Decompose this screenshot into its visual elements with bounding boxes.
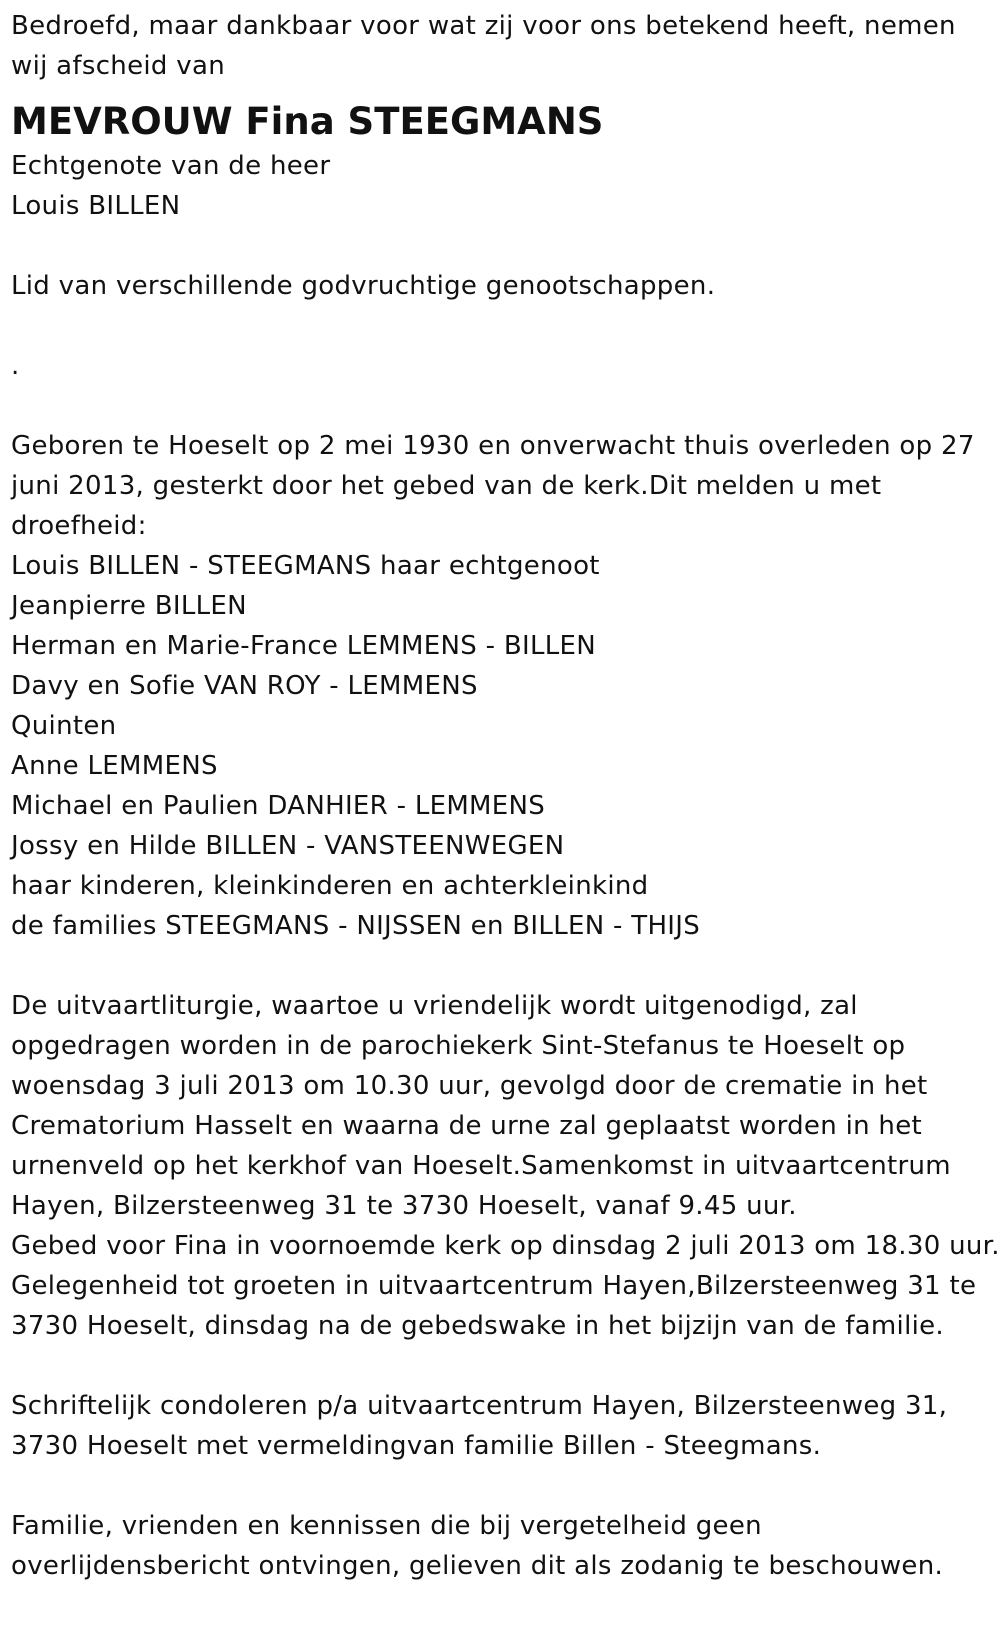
spacer bbox=[11, 1466, 996, 1506]
intro-text bbox=[11, 6, 996, 86]
condolences-line: Schriftelijk condoleren p/a uitvaartcentrum Hayen, Bilzersteenweg 31, bbox=[11, 1391, 948, 1421]
membership-text: Lid van verschillende godvruchtige genootschappen. bbox=[11, 271, 716, 301]
closing-line: overlijdensbericht ontvingen, gelieven dit als zodanig te beschouwen. bbox=[11, 1551, 944, 1581]
spacer bbox=[11, 946, 996, 986]
closing-text bbox=[11, 1506, 996, 1586]
condolences-text bbox=[11, 1386, 996, 1466]
family-member: Davy en Sofie VAN ROY - LEMMENS bbox=[11, 671, 478, 701]
intro-line: wij afscheid van bbox=[11, 51, 225, 81]
separator-dot: . bbox=[11, 351, 20, 381]
funeral-details bbox=[11, 986, 1000, 1346]
family-member: haar kinderen, kleinkinderen en achterkleinkind bbox=[11, 871, 649, 901]
obituary-document bbox=[11, 6, 1000, 1586]
funeral-line: De uitvaartliturgie, waartoe u vriendelijk wordt uitgenodigd, zal bbox=[11, 991, 858, 1021]
funeral-line: opgedragen worden in de parochiekerk Sint-Stefanus te Hoeselt op bbox=[11, 1031, 906, 1061]
family-member: Jossy en Hilde BILLEN - VANSTEENWEGEN bbox=[11, 831, 565, 861]
family-list bbox=[11, 546, 996, 946]
funeral-line: Hayen, Bilzersteenweg 31 te 3730 Hoeselt, vanaf 9.45 uur. bbox=[11, 1191, 797, 1221]
family-member: de families STEEGMANS - NIJSSEN en BILLEN - THIJS bbox=[11, 911, 701, 941]
family-member: Michael en Paulien DANHIER - LEMMENS bbox=[11, 791, 546, 821]
spacer bbox=[11, 306, 996, 346]
spacer bbox=[11, 386, 996, 426]
funeral-line: Gelegenheid tot groeten in uitvaartcentrum Hayen,Bilzersteenweg 31 te bbox=[11, 1271, 977, 1301]
family-member: Louis BILLEN - STEEGMANS haar echtgenoot bbox=[11, 551, 600, 581]
deceased-name: MEVROUW Fina STEEGMANS bbox=[11, 100, 604, 143]
family-member: Quinten bbox=[11, 711, 117, 741]
funeral-line: woensdag 3 juli 2013 om 10.30 uur, gevolgd door de crematie in het bbox=[11, 1071, 928, 1101]
spacer bbox=[11, 226, 996, 266]
family-member: Herman en Marie-France LEMMENS - BILLEN bbox=[11, 631, 597, 661]
family-member: Anne LEMMENS bbox=[11, 751, 218, 781]
birth-death-line: Geboren te Hoeselt op 2 mei 1930 en onverwacht thuis overleden op 27 bbox=[11, 431, 975, 461]
closing-line: Familie, vrienden en kennissen die bij vergetelheid geen bbox=[11, 1511, 762, 1541]
funeral-line: 3730 Hoeselt, dinsdag na de gebedswake in het bijzijn van de familie. bbox=[11, 1311, 944, 1341]
funeral-line: Gebed voor Fina in voornoemde kerk op dinsdag 2 juli 2013 om 18.30 uur. bbox=[11, 1231, 1000, 1261]
spouse-line: Echtgenote van de heer bbox=[11, 151, 331, 181]
birth-death-line: juni 2013, gesterkt door het gebed van de kerk.Dit melden u met bbox=[11, 471, 882, 501]
condolences-line: 3730 Hoeselt met vermeldingvan familie Billen - Steegmans. bbox=[11, 1431, 822, 1461]
birth-death-line: droefheid: bbox=[11, 511, 147, 541]
birth-death-text bbox=[11, 426, 996, 546]
intro-line: Bedroefd, maar dankbaar voor wat zij voor ons betekend heeft, nemen bbox=[11, 11, 956, 41]
funeral-line: urnenveld op het kerkhof van Hoeselt.Samenkomst in uitvaartcentrum bbox=[11, 1151, 951, 1181]
family-member: Jeanpierre BILLEN bbox=[11, 591, 247, 621]
spacer bbox=[11, 1346, 996, 1386]
spouse-text bbox=[11, 146, 996, 226]
spouse-line: Louis BILLEN bbox=[11, 191, 181, 221]
funeral-line: Crematorium Hasselt en waarna de urne zal geplaatst worden in het bbox=[11, 1111, 923, 1141]
